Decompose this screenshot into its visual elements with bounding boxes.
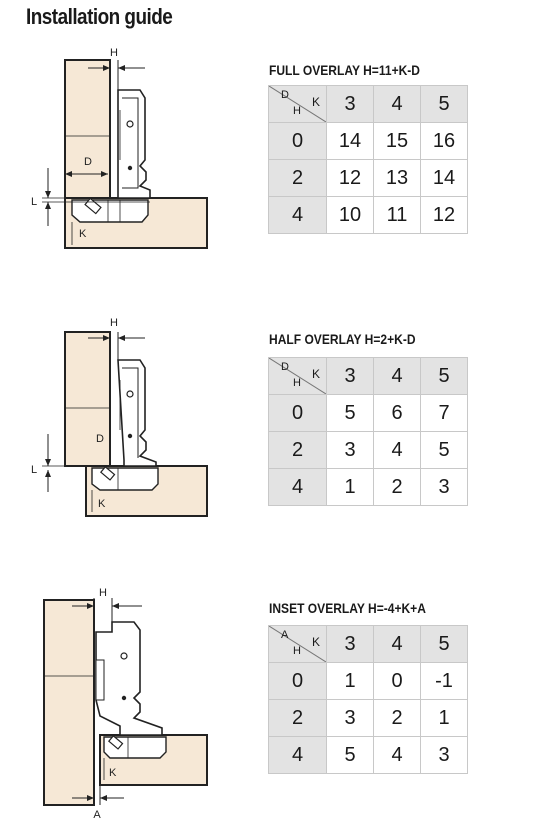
inset-overlay-table	[268, 625, 468, 774]
table-cell: 1	[421, 700, 468, 737]
table-cell: 4	[374, 432, 421, 469]
table-cell: 0	[374, 663, 421, 700]
table-cell: 14	[421, 160, 468, 197]
row-header: 0	[269, 663, 327, 700]
table-cell: 14	[327, 123, 374, 160]
d-label: D	[96, 433, 104, 445]
corner-cell	[269, 626, 327, 663]
table-cell: 10	[327, 197, 374, 234]
table-row	[269, 700, 468, 737]
l-label: L	[30, 196, 38, 208]
corner-right-label: K	[311, 367, 320, 381]
column-header: 3	[327, 626, 374, 663]
row-header: 4	[269, 469, 327, 506]
h-label: H	[110, 317, 118, 329]
half-overlay-diagram	[0, 312, 240, 532]
table-row	[269, 160, 468, 197]
table-cell: 4	[374, 737, 421, 774]
a-label: A	[93, 809, 101, 821]
corner-cell	[269, 358, 327, 395]
column-header: 3	[327, 86, 374, 123]
column-header: 5	[421, 358, 468, 395]
full-overlay-title: FULL OVERLAY H=11+K-D	[269, 62, 420, 78]
table-cell: 5	[327, 395, 374, 432]
corner-mid-label: H	[293, 377, 301, 389]
inset-overlay-title: INSET OVERLAY H=-4+K+A	[269, 600, 426, 616]
corner-top-label: D	[281, 361, 289, 373]
half-overlay-table	[268, 357, 468, 506]
table-cell: 12	[421, 197, 468, 234]
row-header: 0	[269, 123, 327, 160]
table-cell: 2	[374, 700, 421, 737]
k-label: K	[98, 498, 106, 510]
l-label: L	[30, 464, 38, 476]
full-overlay-diagram	[0, 40, 240, 260]
table-cell: 11	[374, 197, 421, 234]
table-cell: 5	[327, 737, 374, 774]
table-row	[269, 469, 468, 506]
row-header: 4	[269, 737, 327, 774]
table-cell: 7	[421, 395, 468, 432]
corner-top-label: D	[281, 89, 289, 101]
row-header: 0	[269, 395, 327, 432]
table-row	[269, 123, 468, 160]
table-cell: 3	[327, 700, 374, 737]
table-cell: 12	[327, 160, 374, 197]
corner-right-label: K	[311, 95, 320, 109]
row-header: 2	[269, 160, 327, 197]
table-row	[269, 197, 468, 234]
table-cell: 1	[327, 663, 374, 700]
column-header: 4	[374, 358, 421, 395]
table-cell: 3	[327, 432, 374, 469]
corner-mid-label: H	[293, 645, 301, 657]
table-cell: 16	[421, 123, 468, 160]
full-overlay-table	[268, 85, 468, 234]
table-cell: 13	[374, 160, 421, 197]
table-cell: 6	[374, 395, 421, 432]
corner-mid-label: H	[293, 105, 301, 117]
column-header: 4	[374, 626, 421, 663]
half-overlay-title: HALF OVERLAY H=2+K-D	[269, 331, 416, 347]
d-label: D	[84, 156, 92, 168]
k-label: K	[109, 767, 117, 779]
inset-overlay-diagram	[0, 580, 240, 830]
k-label: K	[79, 228, 87, 240]
table-cell: 15	[374, 123, 421, 160]
table-cell: 2	[374, 469, 421, 506]
table-cell: -1	[421, 663, 468, 700]
row-header: 2	[269, 700, 327, 737]
column-header: 3	[327, 358, 374, 395]
table-cell: 3	[421, 469, 468, 506]
table-row	[269, 663, 468, 700]
corner-top-label: A	[281, 629, 289, 641]
table-cell: 1	[327, 469, 374, 506]
table-cell: 3	[421, 737, 468, 774]
row-header: 4	[269, 197, 327, 234]
column-header: 5	[421, 86, 468, 123]
h-label: H	[110, 47, 118, 59]
table-cell: 5	[421, 432, 468, 469]
column-header: 4	[374, 86, 421, 123]
table-row	[269, 432, 468, 469]
column-header: 5	[421, 626, 468, 663]
corner-cell	[269, 86, 327, 123]
table-row	[269, 395, 468, 432]
corner-right-label: K	[311, 635, 320, 649]
page-title: Installation guide	[26, 4, 173, 29]
row-header: 2	[269, 432, 327, 469]
h-label: H	[99, 587, 107, 599]
table-row	[269, 737, 468, 774]
